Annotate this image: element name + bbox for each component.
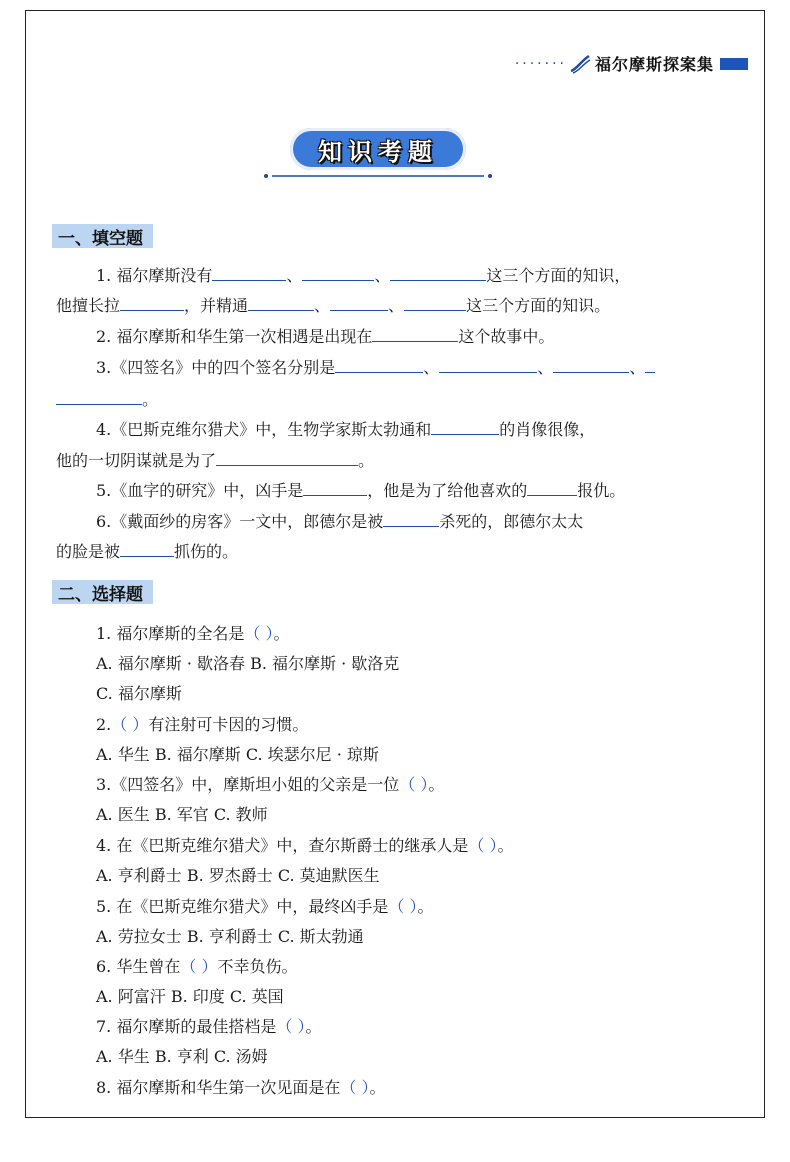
fill-q2: 2. 福尔摩斯和华生第一次相遇是出现在 这个故事中。 bbox=[96, 327, 555, 346]
answer-blank[interactable] bbox=[212, 266, 286, 281]
answer-blank[interactable] bbox=[248, 296, 314, 311]
choice-q5: 5. 在《巴斯克维尔猎犬》中，最终凶手是（ ）。 bbox=[96, 897, 434, 916]
choice-q5-options: A. 劳拉女士 B. 亨利爵士 C. 斯太勃通 bbox=[96, 927, 364, 946]
answer-blank[interactable] bbox=[553, 358, 629, 373]
answer-blank[interactable] bbox=[303, 481, 367, 496]
answer-blank[interactable] bbox=[335, 358, 423, 373]
answer-blank[interactable] bbox=[645, 358, 655, 373]
choice-q6: 6. 华生曾在（ ）不幸负伤。 bbox=[96, 957, 298, 976]
title-badge bbox=[290, 128, 466, 170]
header-bar bbox=[720, 58, 748, 70]
answer-blank[interactable] bbox=[120, 542, 174, 557]
answer-paren[interactable]: （ ） bbox=[388, 897, 418, 916]
answer-blank[interactable] bbox=[302, 266, 374, 281]
fill-q5: 5.《血字的研究》中，凶手是 ，他是为了给他喜欢的 报仇。 bbox=[96, 481, 626, 500]
answer-paren[interactable]: （ ） bbox=[340, 1078, 370, 1097]
answer-blank[interactable] bbox=[439, 358, 537, 373]
fill-q1-line2: 他擅长拉 ，并精通 、 、 这三个方面的知识。 bbox=[56, 296, 611, 315]
running-header bbox=[515, 52, 748, 75]
answer-paren[interactable]: （ ） bbox=[180, 957, 218, 976]
answer-blank[interactable] bbox=[56, 390, 142, 405]
choice-q2: 2.（ ）有注射可卡因的习惯。 bbox=[96, 715, 309, 734]
answer-blank[interactable] bbox=[216, 451, 358, 466]
badge-title: 知识考题 bbox=[318, 137, 438, 166]
swoosh-icon bbox=[569, 53, 591, 75]
choice-q4-options: A. 亨利爵士 B. 罗杰爵士 C. 莫迪默医生 bbox=[96, 866, 380, 885]
fill-q3-line1: 3.《四签名》中的四个签名分别是 、 、 、 bbox=[96, 358, 655, 378]
choice-q1: 1. 福尔摩斯的全名是（ ）。 bbox=[96, 624, 290, 643]
badge-underline bbox=[262, 172, 494, 180]
fill-q1-line1: 1. 福尔摩斯没有 、 、 这三个方面的知识， bbox=[96, 266, 631, 285]
dotted-leader: ······· bbox=[514, 55, 567, 72]
series-title: 福尔摩斯探案集 bbox=[594, 55, 714, 74]
choice-q3: 3.《四签名》中，摩斯坦小姐的父亲是一位（ ）。 bbox=[96, 775, 445, 794]
section-heading-fill-blank: 一、填空题 bbox=[52, 224, 153, 248]
answer-paren[interactable]: （ ） bbox=[468, 836, 498, 855]
choice-q1-options-b: C. 福尔摩斯 bbox=[96, 684, 182, 703]
answer-blank[interactable] bbox=[372, 327, 458, 342]
answer-blank[interactable] bbox=[330, 296, 388, 311]
choice-q3-options: A. 医生 B. 军官 C. 教师 bbox=[96, 805, 268, 824]
answer-blank[interactable] bbox=[431, 420, 499, 435]
answer-paren[interactable]: （ ） bbox=[111, 715, 149, 734]
section-heading-choice: 二、选择题 bbox=[52, 580, 153, 604]
choice-q7: 7. 福尔摩斯的最佳搭档是（ ）。 bbox=[96, 1017, 322, 1036]
answer-blank[interactable] bbox=[527, 481, 577, 496]
fill-q3-line2: 。 bbox=[56, 390, 158, 410]
fill-q6-line2: 的脸是被 抓伤的。 bbox=[56, 542, 239, 561]
fill-q6-line1: 6.《戴面纱的房客》一文中，郎德尔是被 杀死的，郎德尔太太 bbox=[96, 512, 584, 531]
answer-paren[interactable]: （ ） bbox=[276, 1017, 306, 1036]
choice-q4: 4. 在《巴斯克维尔猎犬》中，查尔斯爵士的继承人是（ ）。 bbox=[96, 836, 514, 855]
fill-q4-line1: 4.《巴斯克维尔猎犬》中，生物学家斯太勃通和 的肖像很像， bbox=[96, 420, 596, 439]
answer-paren[interactable]: （ ） bbox=[244, 624, 274, 643]
fill-q4-line2: 他的一切阴谋就是为了 。 bbox=[56, 451, 375, 470]
choice-q6-options: A. 阿富汗 B. 印度 C. 英国 bbox=[96, 987, 284, 1006]
answer-paren[interactable]: （ ） bbox=[399, 775, 429, 794]
choice-q1-options-a: A. 福尔摩斯 · 歇洛春 B. 福尔摩斯 · 歇洛克 bbox=[96, 654, 400, 673]
choice-q2-options: A. 华生 B. 福尔摩斯 C. 埃瑟尔尼 · 琼斯 bbox=[96, 745, 379, 764]
answer-blank[interactable] bbox=[383, 512, 439, 527]
choice-q8: 8. 福尔摩斯和华生第一次见面是在（ ）。 bbox=[96, 1078, 386, 1097]
answer-blank[interactable] bbox=[390, 266, 486, 281]
choice-q7-options: A. 华生 B. 亨利 C. 汤姆 bbox=[96, 1047, 268, 1066]
answer-blank[interactable] bbox=[120, 296, 184, 311]
answer-blank[interactable] bbox=[404, 296, 466, 311]
